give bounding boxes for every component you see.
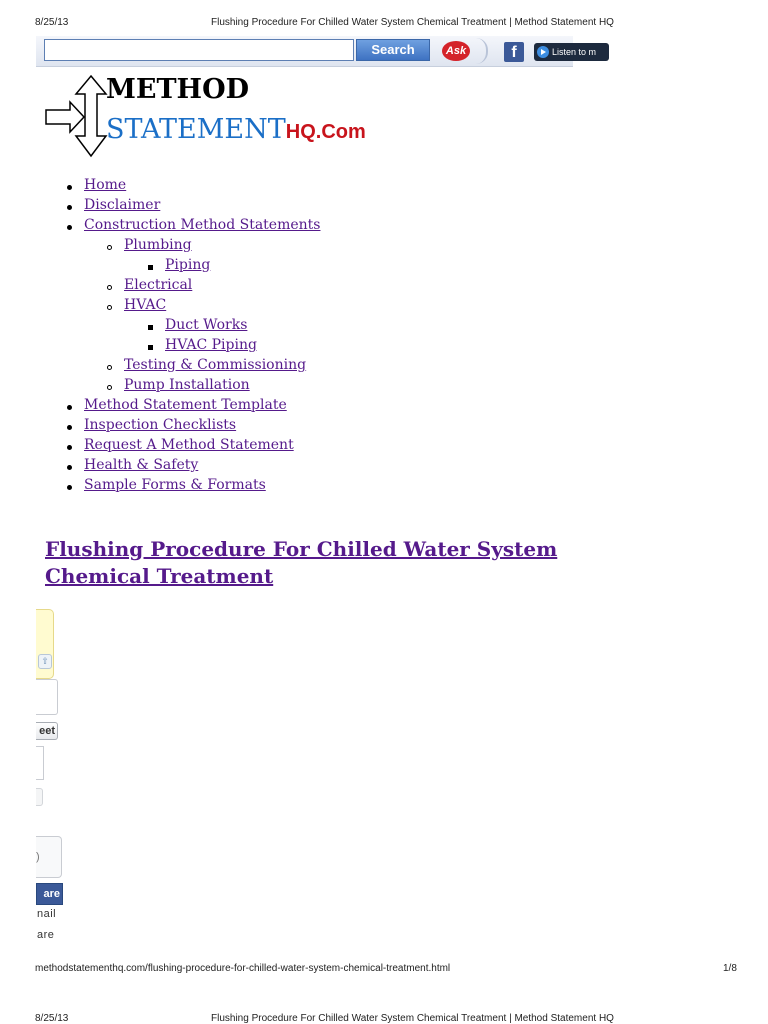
nav-link-plumbing[interactable]: Plumbing [124,237,192,253]
next-print-page-title: Flushing Procedure For Chilled Water System Chemical Treatment | Method Statement HQ [211,1013,614,1024]
nav-link-hvac[interactable]: HVAC [124,297,167,313]
nav-link-request[interactable]: Request A Method Statement [84,437,294,453]
nav-link-forms[interactable]: Sample Forms & Formats [84,477,266,493]
bullet-circle [107,385,112,390]
email-link[interactable]: nail [37,908,57,920]
plusone-counter-box [36,746,44,780]
plusone-button[interactable] [36,788,43,806]
bullet-disc [67,225,72,230]
logo-hq-text: HQ.Com [285,121,366,143]
tweet-counter-box [36,679,58,715]
bullet-square [148,265,153,270]
bullet-disc [67,445,72,450]
bullet-square [148,325,153,330]
counter-glyph-icon: ) [36,851,40,863]
nav-link-duct-works[interactable]: Duct Works [165,317,248,333]
nav-item-plumbing[interactable] [124,237,192,253]
nav-item-home[interactable] [84,177,126,193]
share-counter-box [36,836,62,878]
site-logo[interactable] [44,74,384,158]
print-footer-url: methodstatementhq.com/flushing-procedure-for-chilled-water-system-chemical-treatment.html [35,963,451,974]
nav-link-disclaimer[interactable]: Disclaimer [84,197,161,213]
nav-item-forms[interactable] [84,477,266,493]
nav-item-electrical[interactable] [124,277,192,293]
nav-link-piping[interactable]: Piping [165,257,211,273]
browser-toolbar [36,36,597,67]
nav-item-duct-works[interactable] [165,317,247,333]
nav-item-disclaimer[interactable] [84,197,160,213]
toolbar-separator [476,38,488,64]
logo-statement-text [106,114,366,145]
logo-statement-word: STATEMENT [106,114,286,145]
article-title[interactable]: Flushing Procedure For Chilled Water System Chemical Treatment [45,537,558,588]
nav-link-construction[interactable]: Construction Method Statements [84,217,321,233]
nav-link-electrical[interactable]: Electrical [124,277,193,293]
bullet-disc [67,485,72,490]
nav-link-testing[interactable]: Testing & Commissioning [124,357,307,373]
bullet-disc [67,405,72,410]
facebook-share-button[interactable]: are [36,883,63,905]
nav-item-hvac[interactable] [124,297,166,313]
bullet-disc [67,465,72,470]
print-page-number: 1/8 [723,963,737,974]
play-icon [537,46,549,58]
arrows-logo-icon [44,74,114,158]
logo-method-text: METHOD [106,74,250,105]
print-date: 8/25/13 [35,17,69,28]
bullet-circle [107,285,112,290]
next-print-date: 8/25/13 [35,1013,69,1024]
print-page-title: Flushing Procedure For Chilled Water System Chemical Treatment | Method Statement HQ [211,17,614,28]
nav-item-request[interactable] [84,437,294,453]
nav-item-pump[interactable] [124,377,250,393]
bullet-circle [107,365,112,370]
social-counter-widget[interactable] [36,609,54,679]
bullet-circle [107,305,112,310]
bullet-square [148,345,153,350]
bullet-disc [67,185,72,190]
nav-item-checklists[interactable] [84,417,236,433]
share-link[interactable]: are [37,929,55,941]
facebook-icon[interactable]: f [504,42,524,62]
nav-link-hvac-piping[interactable]: HVAC Piping [165,337,257,353]
nav-item-testing[interactable] [124,357,306,373]
ask-logo-icon[interactable]: Ask [442,41,470,61]
tweet-button[interactable]: eet [36,722,58,740]
nav-link-health[interactable]: Health & Safety [84,457,199,473]
nav-item-template[interactable] [84,397,287,413]
arrow-up-icon: ⇧ [38,654,52,669]
nav-item-hvac-piping[interactable] [165,337,257,353]
radio-listen-button[interactable] [534,43,609,61]
bullet-disc [67,425,72,430]
nav-item-health[interactable] [84,457,198,473]
search-button[interactable]: Search [356,39,430,61]
nav-link-template[interactable]: Method Statement Template [84,397,287,413]
nav-link-checklists[interactable]: Inspection Checklists [84,417,237,433]
nav-item-construction[interactable] [84,217,320,233]
search-input[interactable] [44,39,354,61]
nav-link-home[interactable]: Home [84,177,127,193]
nav-item-piping[interactable] [165,257,210,273]
bullet-circle [107,245,112,250]
nav-link-pump[interactable]: Pump Installation [124,377,250,393]
radio-label: Listen to m [552,47,597,57]
bullet-disc [67,205,72,210]
